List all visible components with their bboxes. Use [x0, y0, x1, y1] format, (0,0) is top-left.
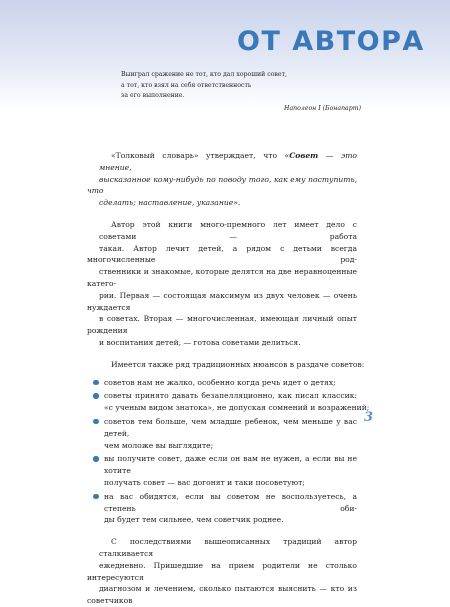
text-line: советов тем больше, чем младше ребенок, чем меньше у вас детей,: [104, 416, 357, 438]
bullet-list: [87, 377, 370, 527]
epigraph-author: Наполеон I (Бонапарт): [284, 104, 361, 112]
text-line: вы получите совет, даже если он вам не нужен, а если вы не хотите: [104, 454, 357, 476]
bullet-dot-icon: [93, 393, 99, 399]
page-number: 3: [364, 410, 374, 425]
text-run: ».: [233, 198, 241, 208]
epigraph-line: за его выполнение.: [121, 92, 185, 99]
text-line: [87, 150, 357, 174]
text-run: — это мнение,: [99, 151, 357, 172]
paragraph-consequences: [87, 536, 357, 607]
bullet-dot-icon: [93, 380, 99, 386]
text-line: диагнозом и лечением, сколько пытаются выяснить — кто из советчиков: [87, 584, 357, 606]
list-item: [87, 390, 370, 414]
bullet-dot-icon: [93, 419, 99, 425]
text-line: Имеется также ряд традиционных нюансов в раздаче советов:: [111, 359, 365, 369]
paragraph-definition: [87, 150, 357, 209]
list-item: [87, 416, 357, 451]
list-item: [87, 453, 357, 488]
text-line: советы принято давать безапелляционно, как писал классик:: [104, 391, 357, 401]
body-text: [87, 150, 370, 607]
text-run: «Толковый словарь» утверждает, что «: [111, 151, 290, 160]
text-line: такая. Автор лечит детей, а рядом с детьми всегда многочисленные род-: [87, 243, 357, 265]
text-run: сделать; наставление, указание: [99, 198, 234, 208]
epigraph-line: Выиграл сражение не тот, кто дал хороший совет,: [121, 71, 287, 78]
text-line: [87, 197, 357, 209]
list-item: [87, 491, 357, 526]
epigraph-line: а тот, кто взял на себя ответственность: [121, 81, 252, 89]
text-line: ды будет тем сильнее, чем советчик роднее.: [104, 515, 284, 525]
epigraph: [121, 70, 361, 114]
paragraph-author-work: [87, 219, 357, 349]
list-item: [87, 377, 357, 389]
paragraph-nuances-intro: [87, 359, 365, 371]
text-line: ежедневно. Пришедшие на прием родители не столько интересуются: [87, 560, 357, 582]
text-line: чем моложе вы выглядите;: [104, 440, 214, 450]
text-line: «с ученым видом знатока», не допуская сомнений и возражений;: [104, 403, 370, 413]
text-line: в советах. Вторая — многочисленная, имеющая личный опыт рождения: [87, 314, 357, 336]
text-line: советов нам не жалко, особенно когда речь идет о детях;: [104, 377, 336, 387]
text-line: высказанное кому-нибудь по поводу того, как ему поступить, что: [87, 174, 357, 196]
text-line: рии. Первая — состоящая максимум из двух человек — очень нуждается: [87, 290, 357, 312]
text-line: ственники и знакомые, которые делятся на две неравноценные катего-: [87, 267, 357, 288]
epigraph-quote: [121, 70, 361, 102]
page-title: ОТ АВТОРА: [237, 26, 425, 57]
text-line: на вас обидятся, если вы советом не воспользуетесь, а степень оби-: [104, 491, 357, 513]
text-line: получать совет — вас догонят и таки посоветуют;: [104, 477, 305, 487]
text-line: С последствиями вышеописанных традиций автор сталкивается: [99, 537, 357, 558]
text-line: Автор этой книги много-премного лет имеет дело с советами — работа: [99, 219, 357, 241]
emphasis-term: Совет: [289, 151, 319, 160]
bullet-dot-icon: [93, 494, 99, 500]
bullet-dot-icon: [93, 456, 99, 462]
text-line: и воспитания детей, — готова советами делиться.: [99, 337, 301, 347]
